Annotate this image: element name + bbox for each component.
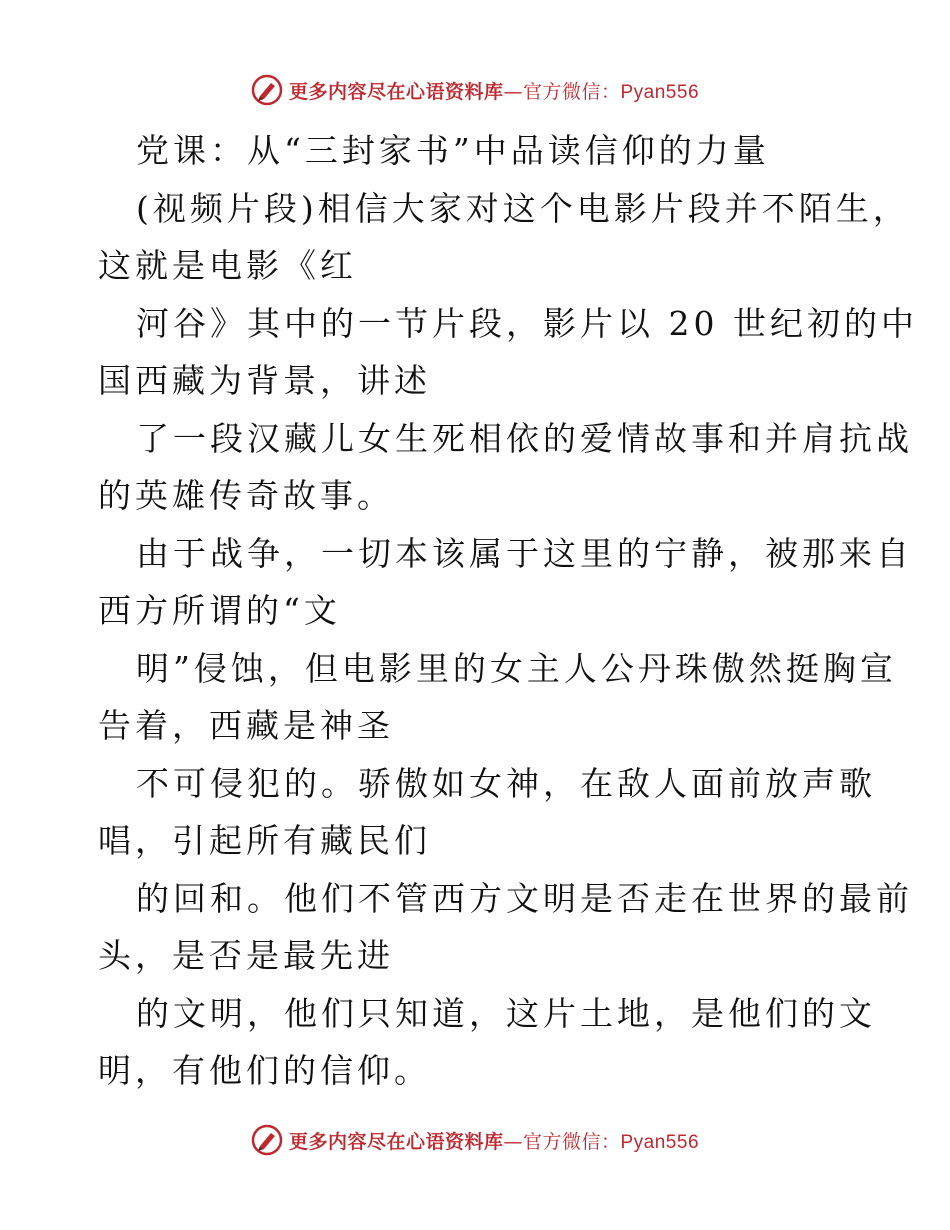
banner-wechat-label: 官方微信： <box>522 1130 621 1153</box>
text-line: 的文明，他们只知道，这片土地，是他们的文 <box>136 993 876 1033</box>
text-line: 西方所谓的“文 <box>98 591 341 630</box>
banner-wechat-label: 官方微信： <box>522 80 621 103</box>
header-banner <box>0 70 950 110</box>
text-line: 头，是否是最先进 <box>98 936 394 975</box>
banner-dash: — <box>503 1130 523 1153</box>
text-line: 由于战争，一切本该属于这里的宁静，被那来自 <box>136 533 913 573</box>
banner-handle: Pyan556 <box>620 1131 700 1153</box>
logo-icon <box>251 1124 283 1156</box>
text-line: 明，有他们的信仰。 <box>98 1051 431 1090</box>
text-line: 这就是电影《红 <box>98 246 357 285</box>
text-line: 不可侵犯的。骄傲如女神，在敌人面前放声歌 <box>136 763 876 803</box>
text-line: 明”侵蚀，但电影里的女主人公丹珠傲然挺胸宣 <box>136 648 897 688</box>
text-line: 唱，引起所有藏民们 <box>98 821 431 860</box>
text-line: 了一段汉藏儿女生死相依的爱情故事和并肩抗战 <box>136 418 913 458</box>
text-line: 的英雄传奇故事。 <box>98 476 394 515</box>
banner-text <box>289 1127 699 1154</box>
text-line: 国西藏为背景，讲述 <box>98 361 431 400</box>
banner-handle: Pyan556 <box>620 81 700 103</box>
banner-main: 更多内容尽在心语资料库 <box>288 1130 504 1153</box>
banner-text <box>289 77 699 104</box>
banner-dash: — <box>503 80 523 103</box>
footer-banner <box>0 1120 950 1160</box>
text-line: (视频片段)相信大家对这个电影片段并不陌生， <box>136 188 910 228</box>
text-line: 告着，西藏是神圣 <box>98 706 394 745</box>
text-line: 河谷》其中的一节片段，影片以 20 世纪初的中 <box>136 303 918 343</box>
banner-main: 更多内容尽在心语资料库 <box>288 80 504 103</box>
document-body <box>98 122 918 1100</box>
document-title: 党课：从“三封家书”中品读信仰的力量 <box>136 131 770 170</box>
logo-icon <box>251 74 283 106</box>
text-line: 的回和。他们不管西方文明是否走在世界的最前 <box>136 878 913 918</box>
